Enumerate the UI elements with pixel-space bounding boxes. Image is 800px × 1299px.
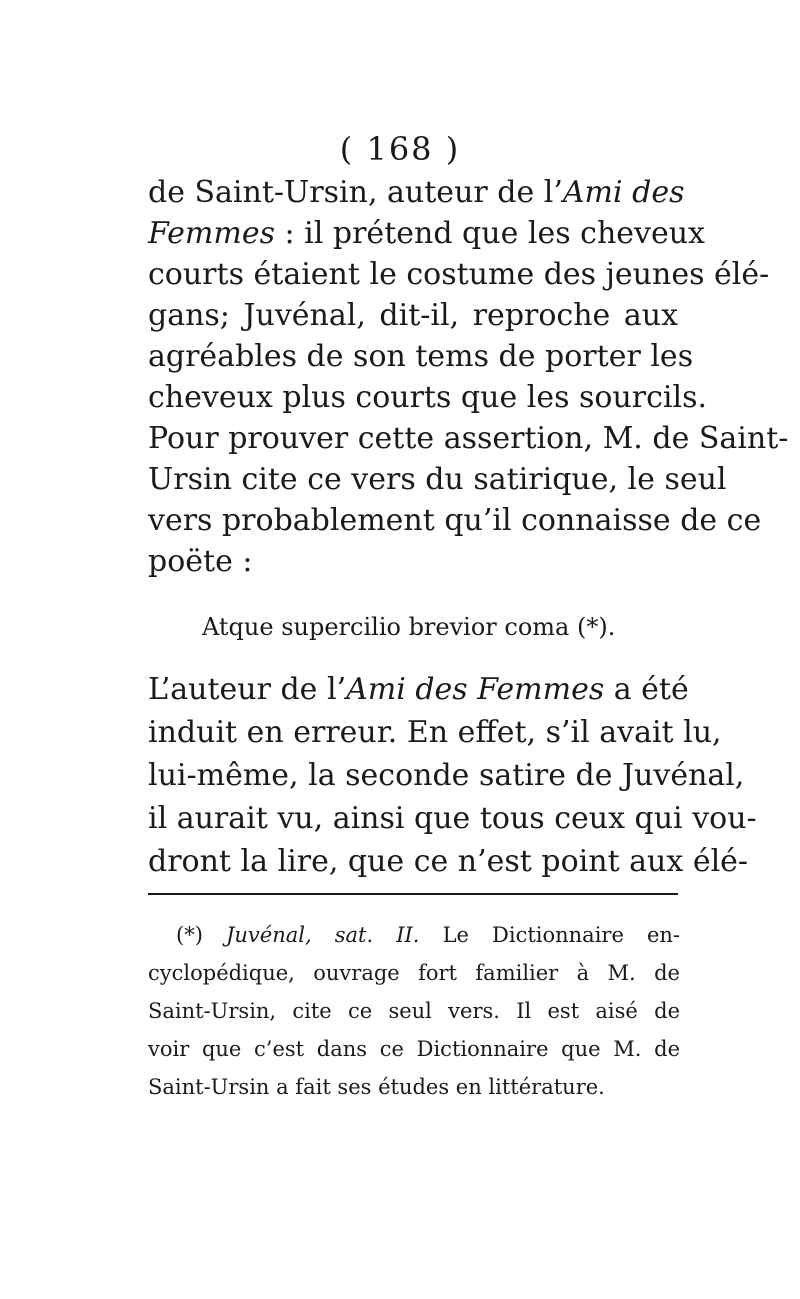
page-number: ( 168 ) bbox=[339, 130, 461, 168]
paragraph-1 bbox=[148, 172, 789, 582]
text-line: L’auteur de l’Ami des Femmes a été bbox=[148, 672, 689, 707]
text-line: Ursin cite ce vers du satirique, le seul bbox=[148, 462, 727, 497]
footnote-line: Saint-Ursin a fait ses études en littérature. bbox=[148, 1075, 605, 1099]
footnote-divider bbox=[148, 893, 678, 895]
text-line: gans; Juvénal, dit-il, reproche aux bbox=[148, 298, 678, 333]
footnote-line: cyclopédique, ouvrage fort familier à M. de bbox=[148, 961, 680, 985]
latin-quote: Atque supercilio brevior coma (*). bbox=[202, 613, 616, 641]
text-line: courts étaient le costume des jeunes élé- bbox=[148, 257, 770, 292]
paragraph-2 bbox=[148, 668, 757, 883]
text-line: Femmes : il prétend que les cheveux bbox=[148, 216, 705, 251]
text-line: cheveux plus courts que les sourcils. bbox=[148, 380, 708, 415]
footnote-line: voir que c’est dans ce Dictionnaire que M. de bbox=[148, 1037, 680, 1061]
text-line: dront la lire, que ce n’est point aux élé- bbox=[148, 844, 749, 879]
footnote-line: Saint-Ursin, cite ce seul vers. Il est aisé de bbox=[148, 999, 680, 1023]
text-line: lui-même, la seconde satire de Juvénal, bbox=[148, 758, 745, 793]
footnote-line: (*) Juvénal, sat. II. Le Dictionnaire en- bbox=[176, 923, 681, 947]
text-line: de Saint-Ursin, auteur de l’Ami des bbox=[148, 175, 685, 210]
text-line: il aurait vu, ainsi que tous ceux qui vou- bbox=[148, 801, 757, 836]
text-line: agréables de son tems de porter les bbox=[148, 339, 694, 374]
text-line: Pour prouver cette assertion, M. de Saint- bbox=[148, 421, 789, 456]
text-line: poëte : bbox=[148, 544, 253, 579]
footnote bbox=[148, 916, 680, 1106]
text-line: induit en erreur. En effet, s’il avait lu, bbox=[148, 715, 722, 750]
text-line: vers probablement qu’il connaisse de ce bbox=[148, 503, 762, 538]
